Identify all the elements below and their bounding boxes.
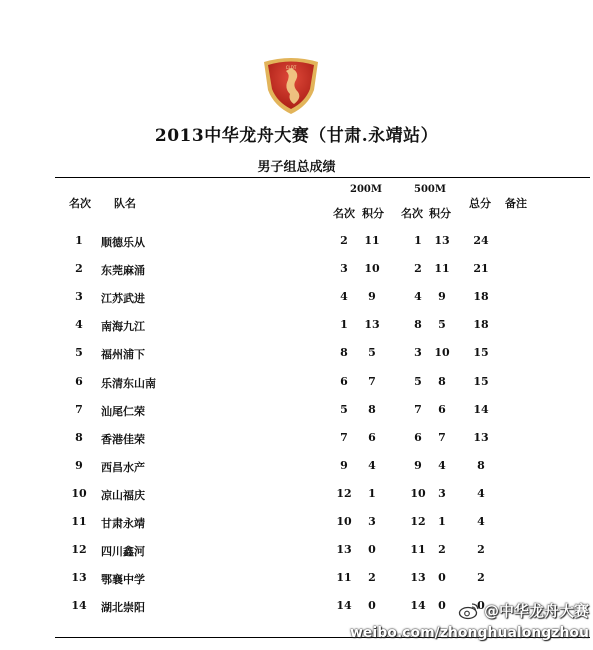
cell-200m-points: 4	[368, 458, 376, 472]
cell-total: 8	[477, 458, 485, 472]
header-remarks: 备注	[505, 197, 527, 210]
cell-200m-points: 9	[368, 290, 376, 304]
cell-team: 顺德乐从	[101, 236, 145, 249]
header-total: 总分	[469, 197, 491, 210]
cell-team: 鄂襄中学	[101, 573, 145, 587]
cell-200m-rank: 13	[336, 543, 352, 557]
header-500m-rank: 名次	[401, 207, 423, 220]
cell-500m-rank: 12	[410, 515, 426, 528]
cell-200m-points: 1	[368, 486, 376, 500]
watermark-url: weibo.com/zhonghualongzhou	[349, 625, 589, 641]
cell-total: 2	[477, 543, 485, 557]
cell-500m-rank: 10	[410, 486, 426, 500]
cell-team: 江苏武进	[101, 292, 145, 306]
cell-200m-rank: 9	[340, 458, 348, 472]
cell-total: 14	[473, 402, 489, 416]
header-200m: 200M	[350, 184, 382, 195]
cell-500m-points: 7	[438, 430, 446, 444]
cell-500m-points: 5	[438, 318, 446, 332]
cell-rank: 6	[75, 374, 83, 388]
cell-200m-rank: 11	[336, 571, 352, 585]
header-rank: 名次	[69, 197, 91, 210]
cell-500m-points: 8	[438, 374, 446, 388]
cell-team: 湖北崇阳	[101, 601, 145, 615]
cell-total: 2	[477, 571, 485, 585]
cell-team: 东莞麻涌	[101, 264, 145, 278]
cell-200m-rank: 7	[340, 430, 348, 444]
cell-total: 18	[473, 318, 489, 332]
dragon-boat-logo	[258, 54, 324, 116]
cell-200m-rank: 4	[340, 290, 348, 304]
cell-team: 汕尾仁荣	[101, 404, 145, 418]
cell-total: 4	[477, 486, 485, 500]
logo-text: CLDT	[285, 65, 297, 70]
cell-200m-points: 8	[368, 402, 376, 416]
cell-500m-points: 2	[438, 543, 446, 557]
cell-200m-rank: 6	[340, 374, 348, 388]
cell-500m-points: 4	[438, 458, 446, 472]
header-200m-rank: 名次	[333, 207, 355, 220]
table-top-rule	[55, 177, 590, 178]
cell-200m-points: 2	[368, 571, 376, 585]
cell-200m-points: 10	[364, 262, 380, 276]
cell-rank: 8	[75, 430, 83, 444]
cell-team: 南海九江	[101, 320, 145, 334]
cell-500m-points: 11	[434, 262, 450, 276]
cell-team: 甘肃永靖	[101, 517, 145, 530]
header-team: 队名	[114, 197, 136, 210]
page-subtitle: 男子组总成绩	[257, 160, 336, 175]
cell-rank: 14	[71, 599, 87, 613]
cell-500m-points: 9	[438, 290, 446, 304]
cell-500m-rank: 13	[410, 571, 426, 585]
cell-team: 凉山福庆	[101, 488, 145, 502]
cell-total: 24	[473, 234, 489, 247]
cell-rank: 5	[75, 346, 83, 360]
header-200m-points: 积分	[362, 207, 384, 220]
weibo-icon	[458, 602, 480, 620]
page-title: 2013中华龙舟大赛（甘肃.永靖站）	[154, 126, 439, 146]
cell-500m-points: 10	[434, 346, 450, 360]
cell-rank: 12	[71, 543, 87, 557]
cell-rank: 2	[75, 262, 83, 276]
cell-500m-points: 13	[434, 234, 450, 247]
cell-rank: 7	[75, 402, 83, 416]
watermark-handle: @中华龙舟大赛	[483, 602, 589, 620]
header-500m-points: 积分	[429, 207, 451, 220]
cell-500m-rank: 14	[410, 599, 426, 613]
weibo-watermark	[350, 600, 589, 641]
cell-team: 乐清东山南	[101, 376, 156, 390]
cell-rank: 10	[71, 486, 87, 500]
cell-200m-points: 3	[368, 515, 376, 528]
cell-total: 15	[473, 374, 489, 388]
cell-200m-points: 11	[364, 234, 380, 247]
cell-200m-rank: 1	[340, 318, 348, 332]
cell-team: 福州浦下	[101, 348, 145, 362]
cell-500m-points: 0	[438, 599, 446, 613]
cell-total: 13	[473, 430, 489, 444]
cell-rank: 1	[75, 234, 83, 247]
cell-rank: 9	[75, 458, 83, 472]
cell-200m-rank: 5	[340, 402, 348, 416]
cell-rank: 13	[71, 571, 87, 585]
cell-500m-rank: 11	[410, 543, 426, 557]
cell-500m-rank: 3	[414, 346, 422, 360]
cell-500m-rank: 2	[414, 262, 422, 276]
cell-200m-rank: 8	[340, 346, 348, 360]
cell-200m-rank: 3	[340, 262, 348, 276]
cell-total: 21	[473, 262, 489, 276]
cell-200m-rank: 14	[336, 599, 352, 613]
cell-500m-rank: 4	[414, 290, 422, 304]
cell-200m-points: 13	[364, 318, 380, 332]
cell-500m-rank: 8	[414, 318, 422, 332]
cell-200m-points: 6	[368, 430, 376, 444]
cell-team: 四川鑫河	[101, 545, 145, 559]
cell-500m-points: 3	[438, 486, 446, 500]
cell-team: 西昌水产	[101, 460, 145, 474]
cell-total: 4	[477, 515, 485, 528]
cell-500m-rank: 6	[414, 430, 422, 444]
cell-200m-points: 0	[368, 543, 376, 557]
cell-500m-rank: 1	[414, 234, 422, 247]
cell-total: 15	[473, 346, 489, 360]
cell-rank: 4	[75, 318, 83, 332]
cell-500m-points: 6	[438, 402, 446, 416]
cell-rank: 11	[71, 515, 87, 528]
cell-total: 18	[473, 290, 489, 304]
cell-500m-rank: 9	[414, 458, 422, 472]
cell-200m-rank: 2	[340, 234, 348, 247]
cell-rank: 3	[75, 290, 83, 304]
header-500m: 500M	[414, 184, 446, 195]
cell-total: 0	[477, 599, 485, 613]
cell-200m-points: 7	[368, 374, 376, 388]
cell-200m-rank: 10	[336, 515, 352, 528]
cell-200m-rank: 12	[336, 486, 352, 500]
cell-200m-points: 0	[368, 599, 376, 613]
cell-500m-rank: 7	[414, 402, 422, 416]
cell-500m-rank: 5	[414, 374, 422, 388]
cell-500m-points: 1	[438, 515, 446, 528]
cell-500m-points: 0	[438, 571, 446, 585]
cell-200m-points: 5	[368, 346, 376, 360]
cell-team: 香港佳荣	[101, 432, 145, 446]
